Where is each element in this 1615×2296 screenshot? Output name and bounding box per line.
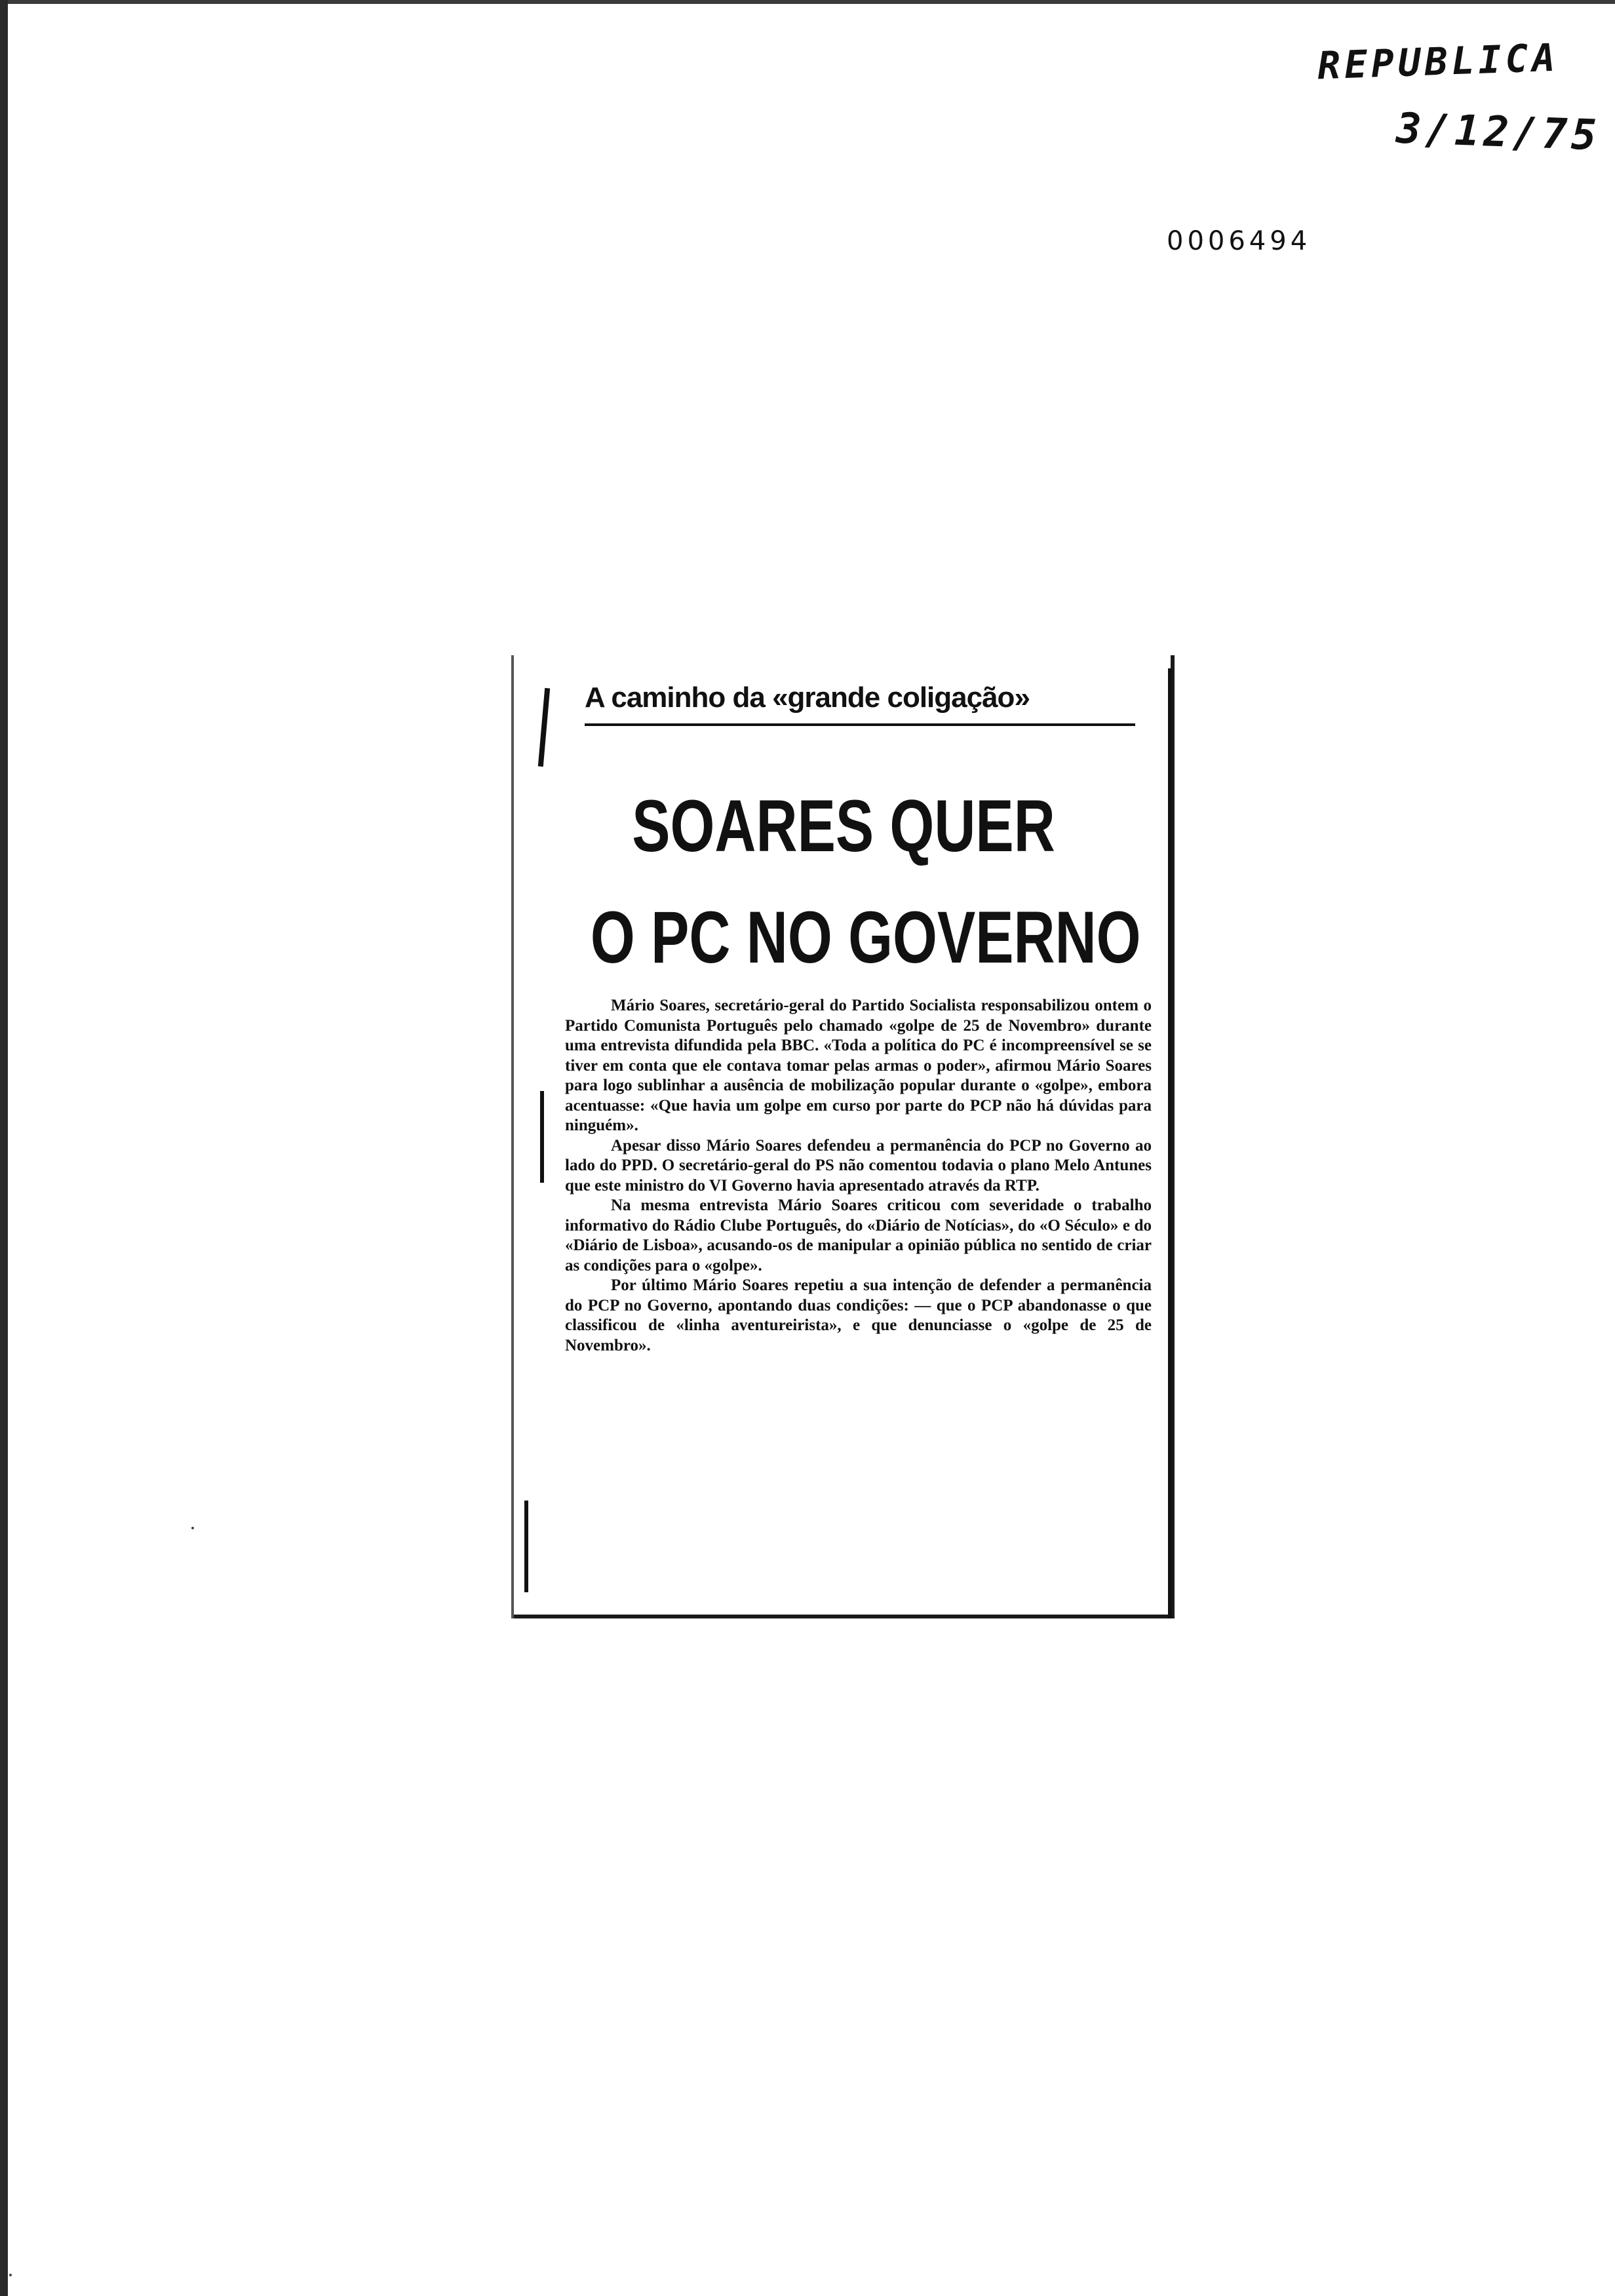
article-body bbox=[565, 996, 1152, 1356]
article-paragraph: Na mesma entrevista Mário Soares criticou com severidade o trabalho informativo do Rádio Clube Português, do «Diário de Notícias», do «O Século» e do «Diário de Lisboa», acusando-os de manipular a opinião pública no sentido de criar as condições para o «golpe». bbox=[565, 1196, 1152, 1274]
scan-speck bbox=[9, 2274, 12, 2276]
clipping-edge-mark bbox=[524, 1501, 528, 1592]
scan-edge-top bbox=[0, 0, 1615, 4]
article-paragraph: Apesar disso Mário Soares defendeu a permanência do PCP no Governo ao lado do PPD. O secretário-geral do PS não comentou todavia o plano Melo Antunes que este ministro do VI Governo havia apresentado através da RTP. bbox=[565, 1136, 1152, 1195]
newspaper-clipping bbox=[513, 655, 1175, 1618]
clipping-edge-mark bbox=[1168, 668, 1172, 1618]
clipping-edge-mark bbox=[540, 1091, 544, 1183]
scan-speck bbox=[191, 1527, 194, 1529]
clipping-edge-mark bbox=[538, 688, 550, 767]
article-headline-line-1: SOARES QUER bbox=[632, 785, 1055, 867]
scan-edge-left bbox=[0, 0, 8, 2296]
archive-number: 0006494 bbox=[1167, 226, 1312, 256]
clipping-left-edge bbox=[511, 655, 514, 1618]
article-kicker: A caminho da «grande coligação» bbox=[585, 681, 1135, 726]
article-headline-line-2: O PC NO GOVERNO bbox=[590, 896, 1141, 978]
article-paragraph: Mário Soares, secretário-geral do Partido Socialista responsabilizou ontem o Partido Comunista Português pelo chamado «golpe de 25 de Novembro» durante uma entrevista difundida pela BBC. «Toda a política do PC é incompreensível se se tiver em conta que ele contava tomar pelas armas o poder», afirmou Mário Soares para logo sublinhar a ausência de mobilização popular durante o «golpe», embora acentuasse: «Que havia um golpe em curso por parte do PCP não há dúvidas para ninguém». bbox=[565, 997, 1152, 1134]
handwritten-date: 3/12/75 bbox=[1395, 104, 1601, 161]
article-paragraph: Por último Mário Soares repetiu a sua intenção de defender a permanência do PCP no Governo, apontando duas condições: — que o PCP abandonasse o que classificou de «linha aventureirista», e que denunciasse o «golpe de 25 de Novembro». bbox=[565, 1276, 1152, 1354]
handwritten-newspaper-name: REPUBLICA bbox=[1316, 35, 1560, 88]
